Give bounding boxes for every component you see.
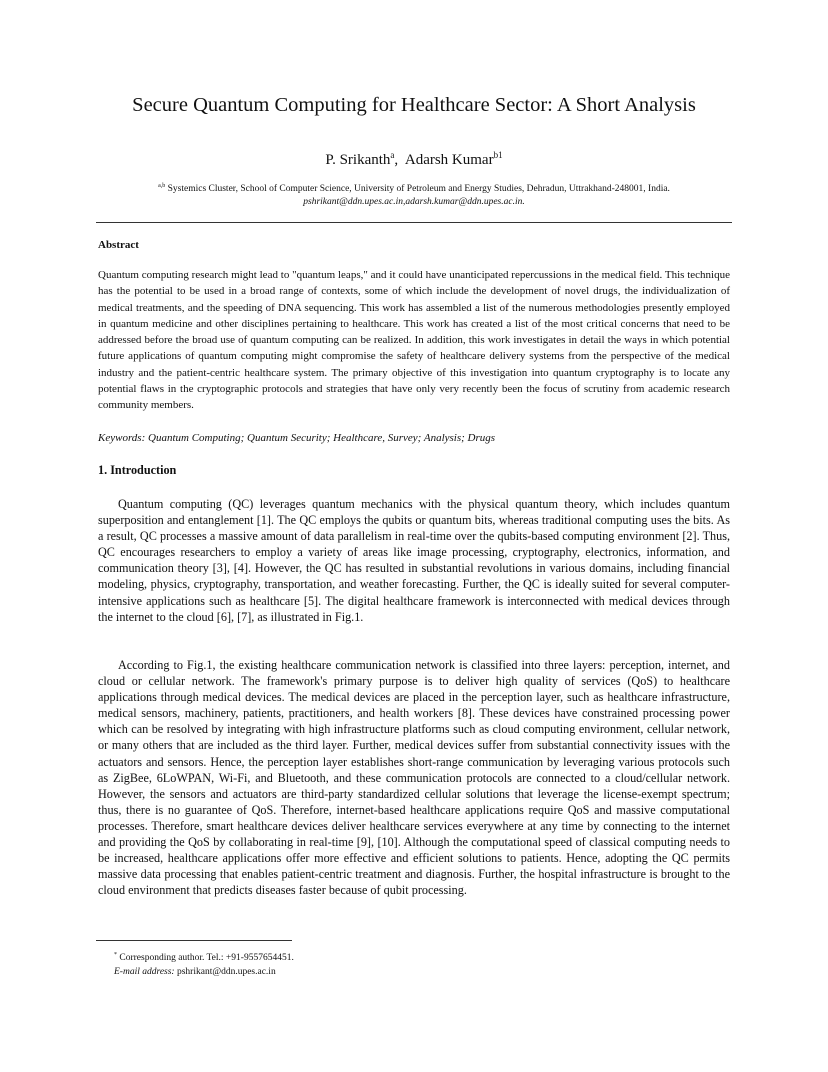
section-heading-introduction: 1. Introduction [98, 463, 177, 477]
author-superscript: a [390, 150, 395, 160]
affiliation-block [96, 180, 732, 209]
paper-title: Secure Quantum Computing for Healthcare Sector: A Short Analysis [132, 94, 696, 116]
author-name: Adarsh Kumar [404, 152, 494, 168]
header-divider [96, 222, 732, 223]
author-emails: pshrikant@ddn.upes.ac.in,adarsh.kumar@ddn.upes.ac.in. [303, 197, 525, 208]
footnote-email: pshrikant@ddn.upes.ac.in [176, 967, 276, 978]
affiliation-superscript: a,b [158, 183, 166, 189]
author-name: P. Srikanth [325, 152, 391, 168]
email-label: E-mail address: [114, 967, 175, 978]
corresponding-author: Corresponding author. Tel.: +91-9557654451. [119, 953, 294, 964]
footnote [114, 948, 294, 979]
abstract-heading: Abstract [98, 239, 139, 251]
footnote-marker: * [114, 952, 117, 958]
keywords: Keywords: Quantum Computing; Quantum Security; Healthcare, Survey; Analysis; Drugs [98, 432, 496, 444]
paragraph: According to Fig.1, the existing healthcare communication network is classified into three layers: perception, internet, and cloud or cellular network. The framework's primary purpose is to deliver high quality of services (QoS) to healthcare applications through medical devices. The medical devices are placed in the perception layer, such as healthcare infrastructure, medical sensors, machinery, patients, practitioners, and health workers [8]. These devices have constrained processing power which can be resolved by integrating with high infrastructure platforms such as cloud computing environment, cellular network, or many others that are included as the third layer. Further, medical devices suffer from substantial connectivity issues with the actuators and sensors. Hence, the perception layer establishes short-range communication by leveraging various protocols such as ZigBee, 6LoWPAN, Wi-Fi, and Bluetooth, and these communication protocols are connected to a cloud/cellular network. However, the sensors and actuators are third-party standardized cellular solutions that leverage the license-exempt spectrum; thus, there is no guarantee of QoS. Therefore, internet-based healthcare applications require QoS and massive computational processes. Therefore, smart healthcare devices deliver healthcare services everywhere at any time by connecting to the internet and providing the QoS by collaborating in real-time [9], [10]. Although the computational speed of classical computing needs to be increased, healthcare applications offer more effective and efficient solutions to patients. Hence, adopting the QC permits massive data processing that enables patient-centric treatment and diagnosis. Further, the hospital infrastructure is brought to the cloud environment that predicts diseases faster because of qubit processing. [98, 658, 730, 898]
author-line: P. Srikanth$^a$, Adarsh Kumar$^{b1}$ [325, 150, 503, 168]
abstract-text: Quantum computing research might lead to "quantum leaps," and it could have unanticipated repercussions in the medical field. This technique has the potential to be used in a broad range of contexts, some of which include the development of novel drugs, the individualization of medical treatments, and the speeding of DNA sequencing. This work has assembled a list of the numerous methodologies presently employed in quantum medicine and other disciplines pertaining to healthcare. This work has created a list of the most critical concerns that need to be addressed before the broad use of quantum computing can be realized. In addition, this work investigates in detail the ways in which potential future applications of quantum computing might compromise the safety of healthcare delivery systems from the perspective of the medical industry and the patient-centric healthcare system. The primary objective of this investigation into quantum cryptography is to locate any potential flaws in the cryptographic protocols and strategies that have only very recently been the focus of scrutiny from academic research community members. [98, 269, 730, 412]
author-superscript: b1 [493, 150, 503, 160]
footnote-divider [96, 940, 292, 941]
affiliation-text: Systemics Cluster, School of Computer Science, University of Petroleum and Energy Studies, Dehradun, Uttrakhand-248001, India. [167, 184, 670, 195]
paragraph: Quantum computing (QC) leverages quantum mechanics with the physical quantum theory, which includes quantum superposition and entanglement [1]. The QC employs the qubits or quantum bits, whereas traditional computing uses the bits. As a result, QC processes a massive amount of data parallelism in real-time over the qubits-based computing environment [2]. Thus, QC encourages researchers to employ a variety of areas like image processing, cryptography, electronics, information, and communication theory [3], [4]. However, the QC has resulted in substantial revolutions in various domains, including financial modeling, physics, cryptography, transportation, and weather forecasting. Further, the QC is ideally suited for several computer-intensive applications such as healthcare [5]. The digital healthcare framework is interconnected with medical devices through the internet to the cloud [6], [7], as illustrated in Fig.1. [98, 497, 730, 624]
